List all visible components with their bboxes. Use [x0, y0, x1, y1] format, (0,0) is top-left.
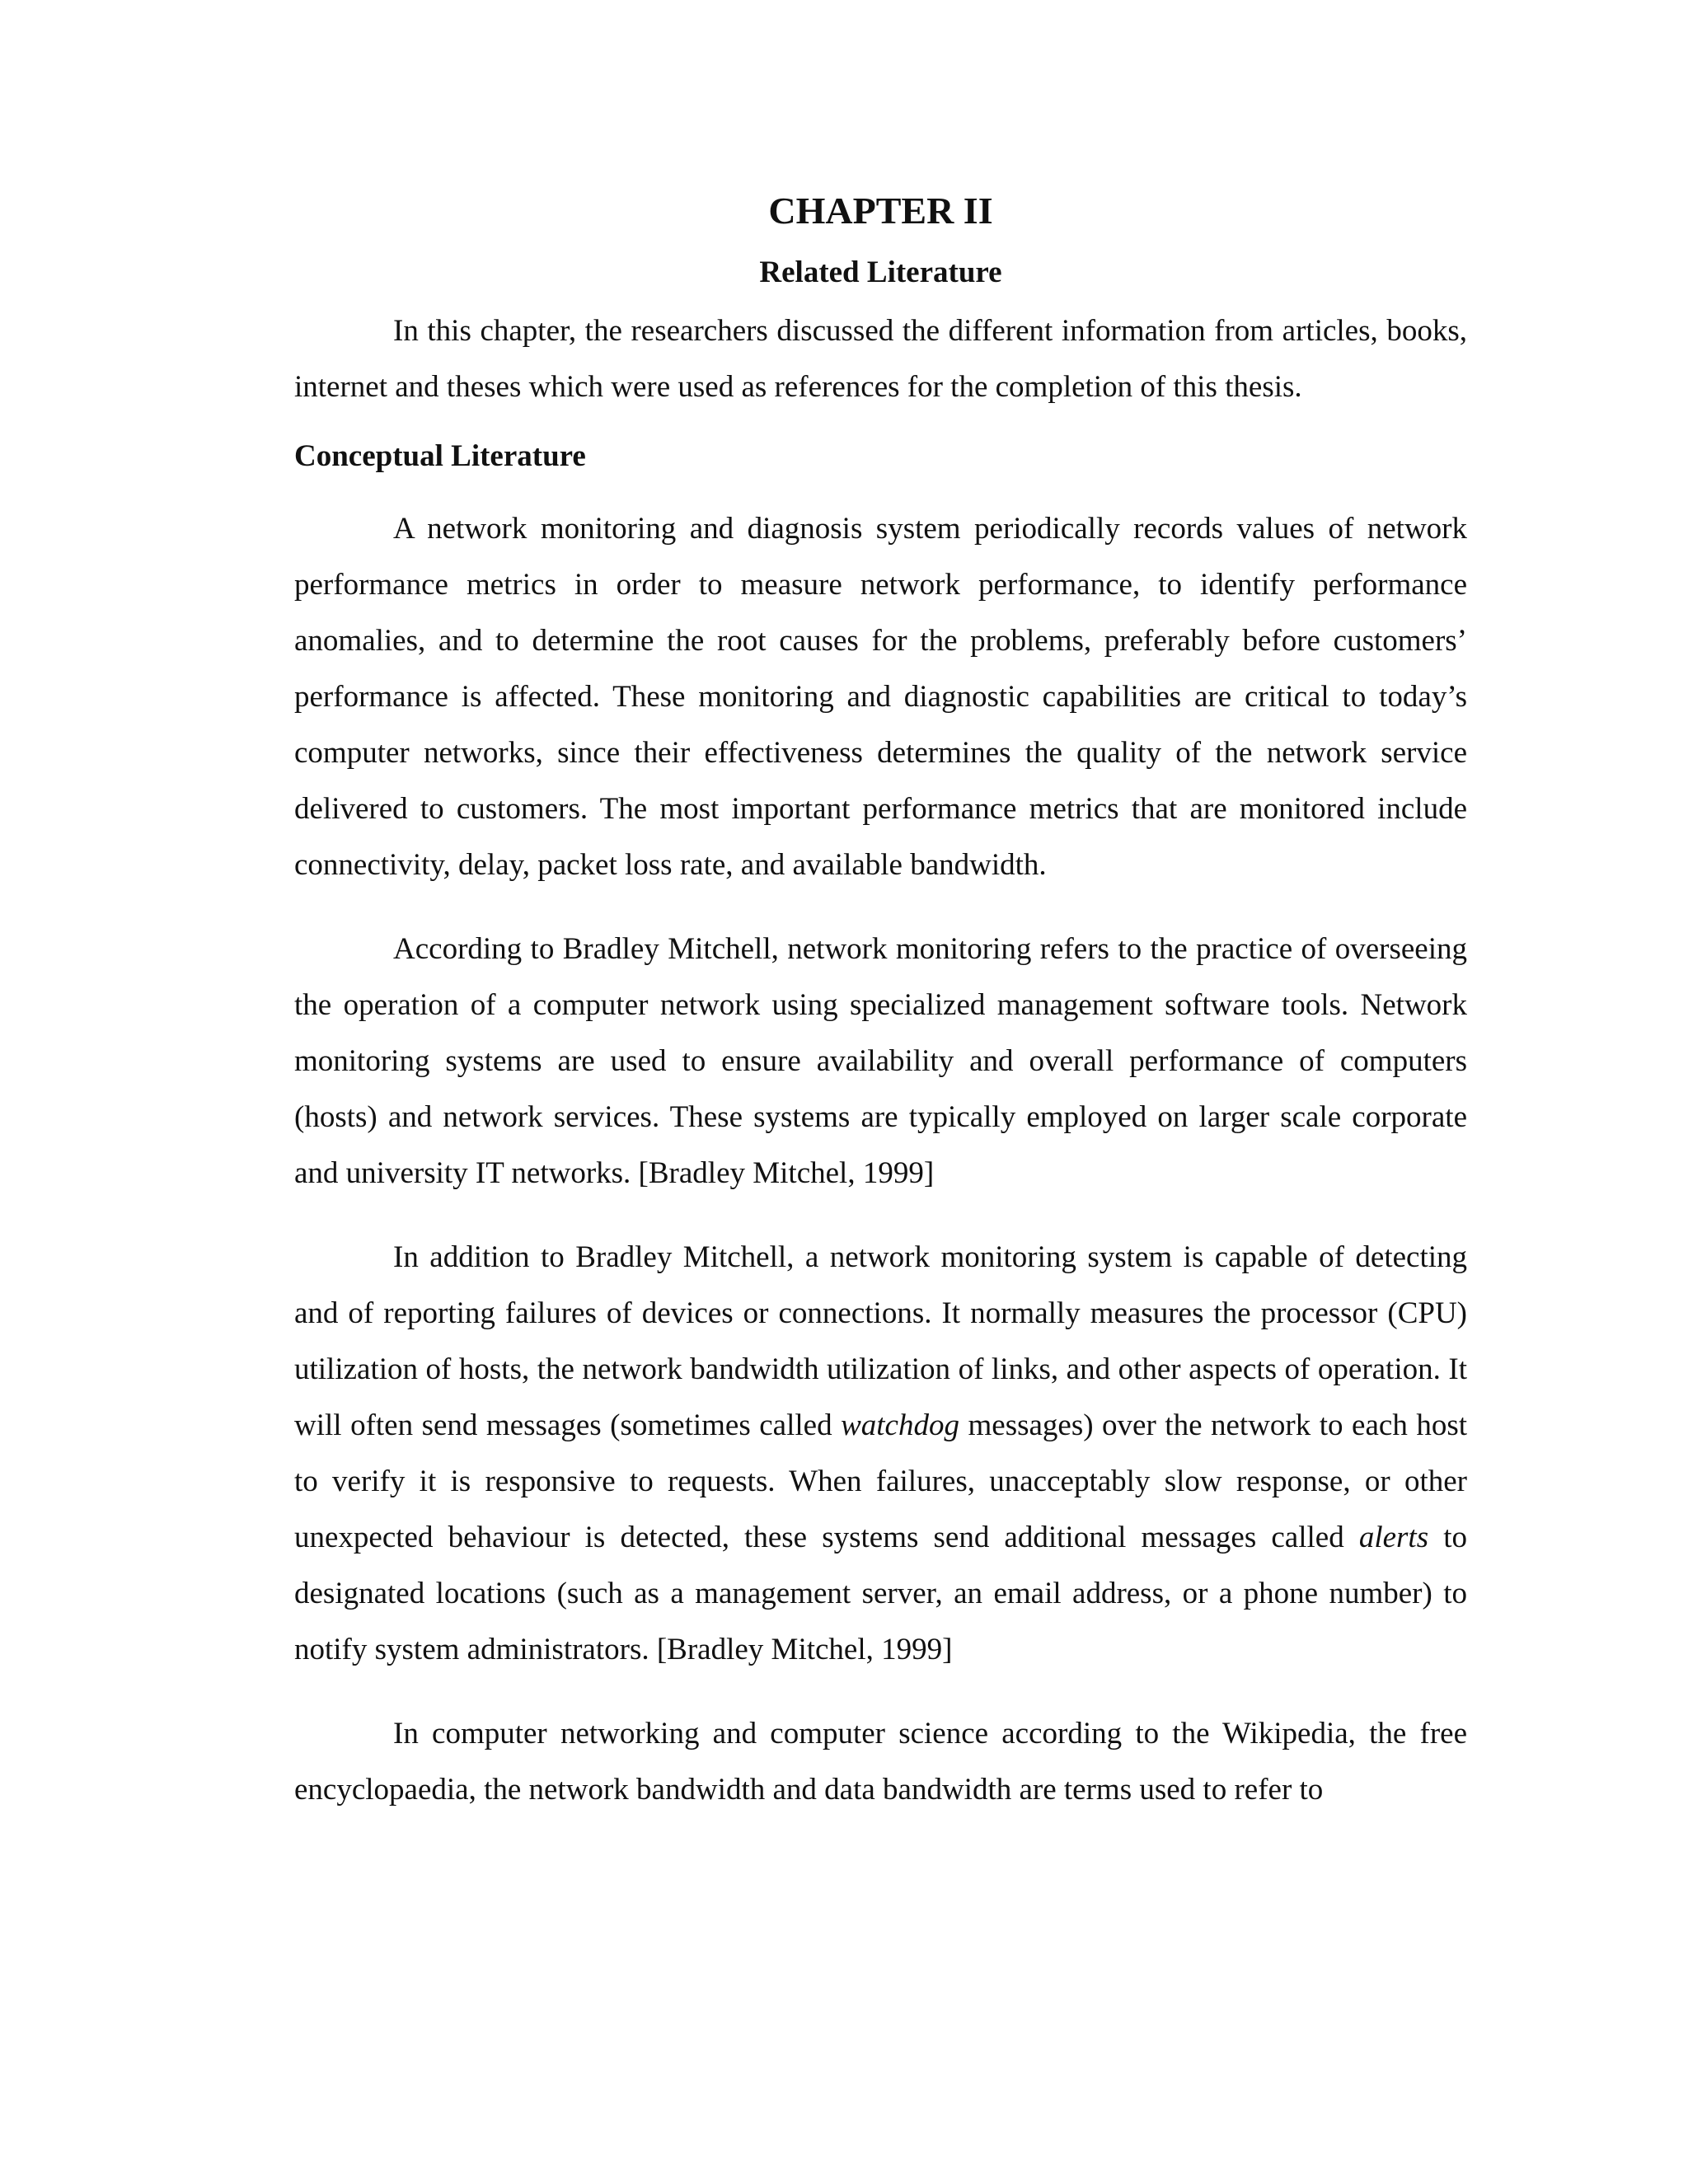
- chapter-title: CHAPTER II: [768, 190, 993, 232]
- paragraph-network-monitoring: A network monitoring and diagnosis system periodically records values of network performance metrics in order to measure network performance, to identify performance anomalies, and to determine the root causes for the problems, preferably before customers’ performance is affected. These monitoring and diagnostic capabilities are critical to today’s computer networks, since their effectiveness determines the quality of the network service delivered to customers. The most important performance metrics that are monitored include connectivity, delay, packet loss rate, and available bandwidth.: [294, 511, 1467, 882]
- emphasis-watchdog: watchdog: [841, 1408, 959, 1442]
- paragraph-text: to designated locations (such as a management server, an email address, or a phone number) to notify system administrators. [Bradley Mitchel, 1999]: [294, 1520, 1468, 1666]
- paragraph-mitchell-definition: According to Bradley Mitchell, network monitoring refers to the practice of overseeing the operation of a computer network using specialized management software tools. Network monitoring systems are used to ensure availability and overall performance of computers (hosts) and network services. These systems are typically employed on larger scale corporate and university IT networks. [Bradley Mitchel, 1999]: [294, 931, 1467, 1190]
- paragraph-mitchell-capabilities: [294, 1230, 1467, 1678]
- intro-paragraph: In this chapter, the researchers discussed the different information from articles, books, internet and theses which were used as references for the completion of this thesis.: [294, 313, 1467, 404]
- subsection-heading: Conceptual Literature: [294, 438, 586, 473]
- paragraph-bandwidth: In computer networking and computer science according to the Wikipedia, the free encyclopaedia, the network bandwidth and data bandwidth are terms used to refer to: [294, 1716, 1467, 1807]
- paragraph-text: messages) over the network to each host to verify it is responsive to requests. When failures, unacceptably slow response, or other unexpected behaviour is detected, these systems send additional messages called: [294, 1408, 1467, 1554]
- paragraph-text: In addition to Bradley Mitchell, a network monitoring system is capable of detecting and of reporting failures of devices or connections. It normally measures the processor (CPU) utilization of hosts, the network bandwidth utilization of links, and other aspects of operation. It will often send messages (sometimes called: [294, 1240, 1467, 1442]
- emphasis-alerts: alerts: [1358, 1520, 1429, 1554]
- page-content: [294, 188, 1467, 1846]
- section-title: Related Literature: [759, 255, 1002, 290]
